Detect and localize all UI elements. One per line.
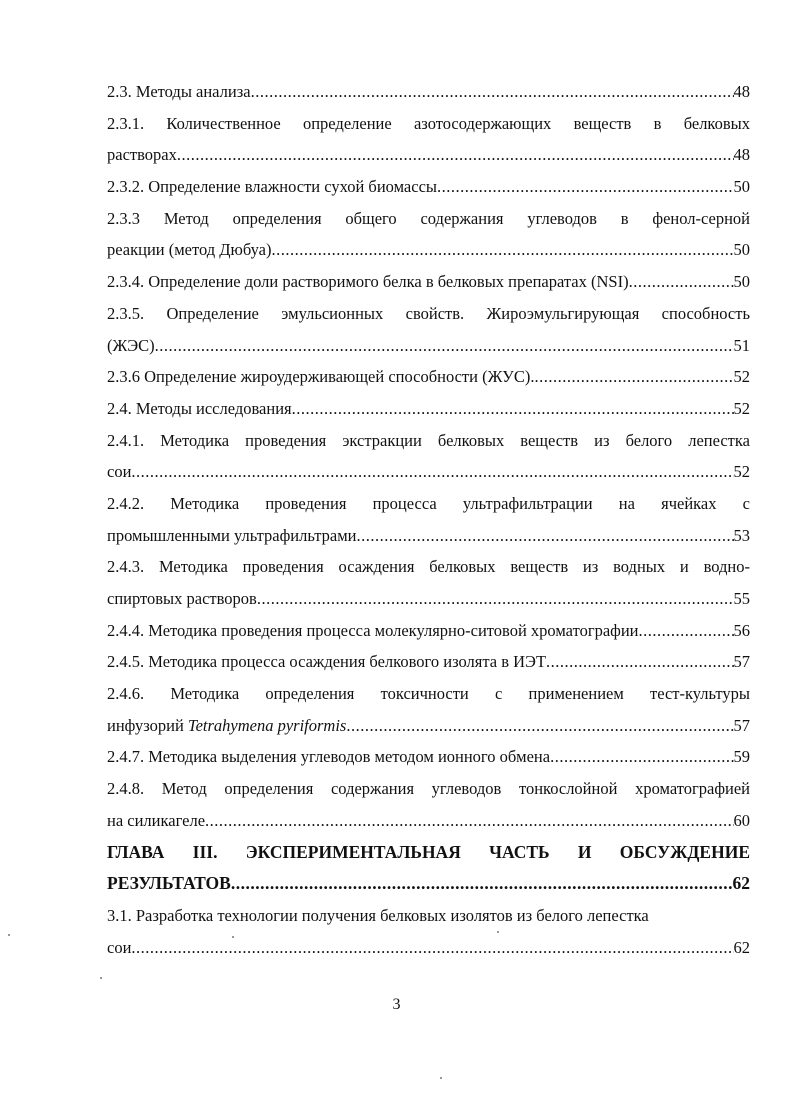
toc-entry-title-end: растворах: [107, 145, 177, 165]
toc-entry-page: 59: [733, 747, 750, 767]
toc-entry-page: 48: [733, 82, 750, 101]
toc-entry: [107, 456, 750, 488]
chapter-title-end: РЕЗУЛЬТАТОВ: [107, 873, 231, 894]
dot-leader: [177, 139, 734, 171]
chapter-title-line: ГЛАВА III. ЭКСПЕРИМЕНТАЛЬНАЯ ЧАСТЬ И ОБСУЖДЕНИЕ: [107, 841, 750, 862]
toc-entry-page: 48: [733, 145, 750, 165]
toc-entry-page: 50: [733, 272, 750, 292]
dot-leader: [131, 456, 733, 488]
table-of-contents: [107, 76, 750, 963]
dot-leader: [131, 932, 733, 964]
species-name: Tetrahymena pyriformis: [187, 715, 347, 735]
dot-leader: [550, 741, 733, 773]
toc-entry: [107, 741, 750, 773]
toc-entry: [107, 520, 750, 552]
toc-entry-page: 51: [733, 335, 750, 355]
toc-entry: [107, 139, 750, 171]
toc-entry: [107, 234, 750, 266]
scan-speck: [100, 977, 102, 979]
toc-entry-title-end: промышленными ультрафильтрами: [107, 525, 357, 545]
dot-leader: [231, 868, 733, 900]
dot-leader: [155, 330, 734, 362]
scan-speck: [440, 1077, 442, 1079]
scan-speck: [497, 931, 499, 933]
toc-entry-title-end: спиртовых растворов: [107, 589, 257, 608]
toc-entry-page: 56: [733, 620, 750, 640]
dot-leader: [639, 615, 734, 647]
toc-entry-title-end: (ЖЭС): [107, 335, 155, 355]
toc-entry-title-line: 2.4.3. Методика проведения осаждения белковых веществ из водных и водно-: [107, 557, 750, 577]
toc-entry-title-end: реакции (метод Дюбуа): [107, 240, 272, 260]
toc-entry-title-end: [107, 710, 346, 742]
dot-leader: [357, 520, 734, 552]
toc-entry-title-end: на силикагеле: [107, 810, 206, 830]
toc-entry-page: 52: [733, 462, 750, 482]
toc-entry-page: 62: [732, 873, 750, 894]
dot-leader: [271, 234, 733, 266]
toc-entry-page: 57: [733, 715, 750, 735]
dot-leader: [629, 266, 734, 298]
toc-entry-title-line: 2.3.5. Определение эмульсионных свойств. Жироэмульгирующая способность: [107, 303, 750, 323]
toc-entry-page: 55: [733, 589, 750, 608]
dot-leader: [257, 583, 734, 615]
page-number: 3: [392, 996, 401, 1013]
toc-entry-title: 2.4. Методы исследования: [107, 398, 292, 418]
toc-entry-title-line: 2.4.8. Метод определения содержания углеводов тонкослойной хроматографией: [107, 779, 750, 799]
toc-entry-title: 2.3.2. Определение влажности сухой биомассы: [107, 177, 437, 197]
toc-entry-title-line: 3.1. Разработка технологии получения белковых изолятов из белого лепестка: [107, 905, 649, 925]
toc-entry-title-line: 2.4.1. Методика проведения экстракции белковых веществ из белого лепестка: [107, 430, 750, 450]
toc-entry: [107, 266, 750, 298]
toc-entry-page: 62: [733, 937, 750, 957]
toc-entry-title: 2.3.6 Определение жироудерживающей способности (ЖУС).: [107, 367, 535, 387]
toc-entry-title: 2.4.7. Методика выделения углеводов методом ионного обмена: [107, 747, 551, 767]
toc-entry-title-line: 2.3.3 Метод определения общего содержания углеводов в фенол-серной: [107, 208, 750, 228]
dot-leader: [534, 361, 733, 393]
toc-entry: [107, 583, 750, 615]
scan-speck: [8, 934, 10, 936]
dot-leader: [251, 76, 734, 108]
toc-entry-page: 50: [733, 240, 750, 260]
toc-entry-title: 2.4.4. Методика проведения процесса молекулярно-ситовой хроматографии: [107, 620, 639, 640]
toc-entry-title-text: инфузорий: [107, 715, 184, 735]
scan-speck: [232, 936, 234, 938]
toc-entry-title-end: сои: [107, 462, 132, 482]
toc-entry: [107, 615, 750, 647]
dot-leader: [546, 646, 733, 678]
toc-entry-page: 53: [733, 525, 750, 545]
toc-entry-title-line: 2.4.6. Методика определения токсичности с применением тест-культуры: [107, 684, 750, 704]
toc-entry: [107, 646, 750, 678]
toc-entry-page: 50: [733, 177, 750, 197]
dot-leader: [292, 393, 734, 425]
toc-entry-title-end: сои: [107, 937, 132, 957]
dot-leader: [346, 710, 733, 742]
toc-entry-page: 60: [733, 810, 750, 830]
toc-entry: [107, 868, 750, 900]
toc-entry: [107, 171, 750, 203]
toc-entry-title-line: 2.4.2. Методика проведения процесса ультрафильтрации на ячейках с: [107, 493, 750, 513]
toc-entry-page: 57: [733, 652, 750, 672]
dot-leader: [205, 805, 733, 837]
toc-entry-title: 2.4.5. Методика процесса осаждения белкового изолята в ИЭТ: [107, 652, 547, 672]
toc-entry: [107, 361, 750, 393]
toc-entry: [107, 76, 750, 108]
toc-entry-page: 52: [733, 398, 750, 418]
toc-entry: [107, 805, 750, 837]
toc-entry: [107, 330, 750, 362]
toc-entry: [107, 393, 750, 425]
toc-entry-title: 2.3.4. Определение доли растворимого белка в белковых препаратах (NSI): [107, 272, 629, 292]
toc-entry-title: 2.3. Методы анализа: [107, 82, 251, 101]
toc-entry-title-line: 2.3.1. Количественное определение азотосодержающих веществ в белковых: [107, 113, 750, 133]
dot-leader: [437, 171, 734, 203]
toc-entry: [107, 710, 750, 742]
toc-entry-page: 52: [733, 367, 750, 387]
toc-entry: [107, 932, 750, 964]
